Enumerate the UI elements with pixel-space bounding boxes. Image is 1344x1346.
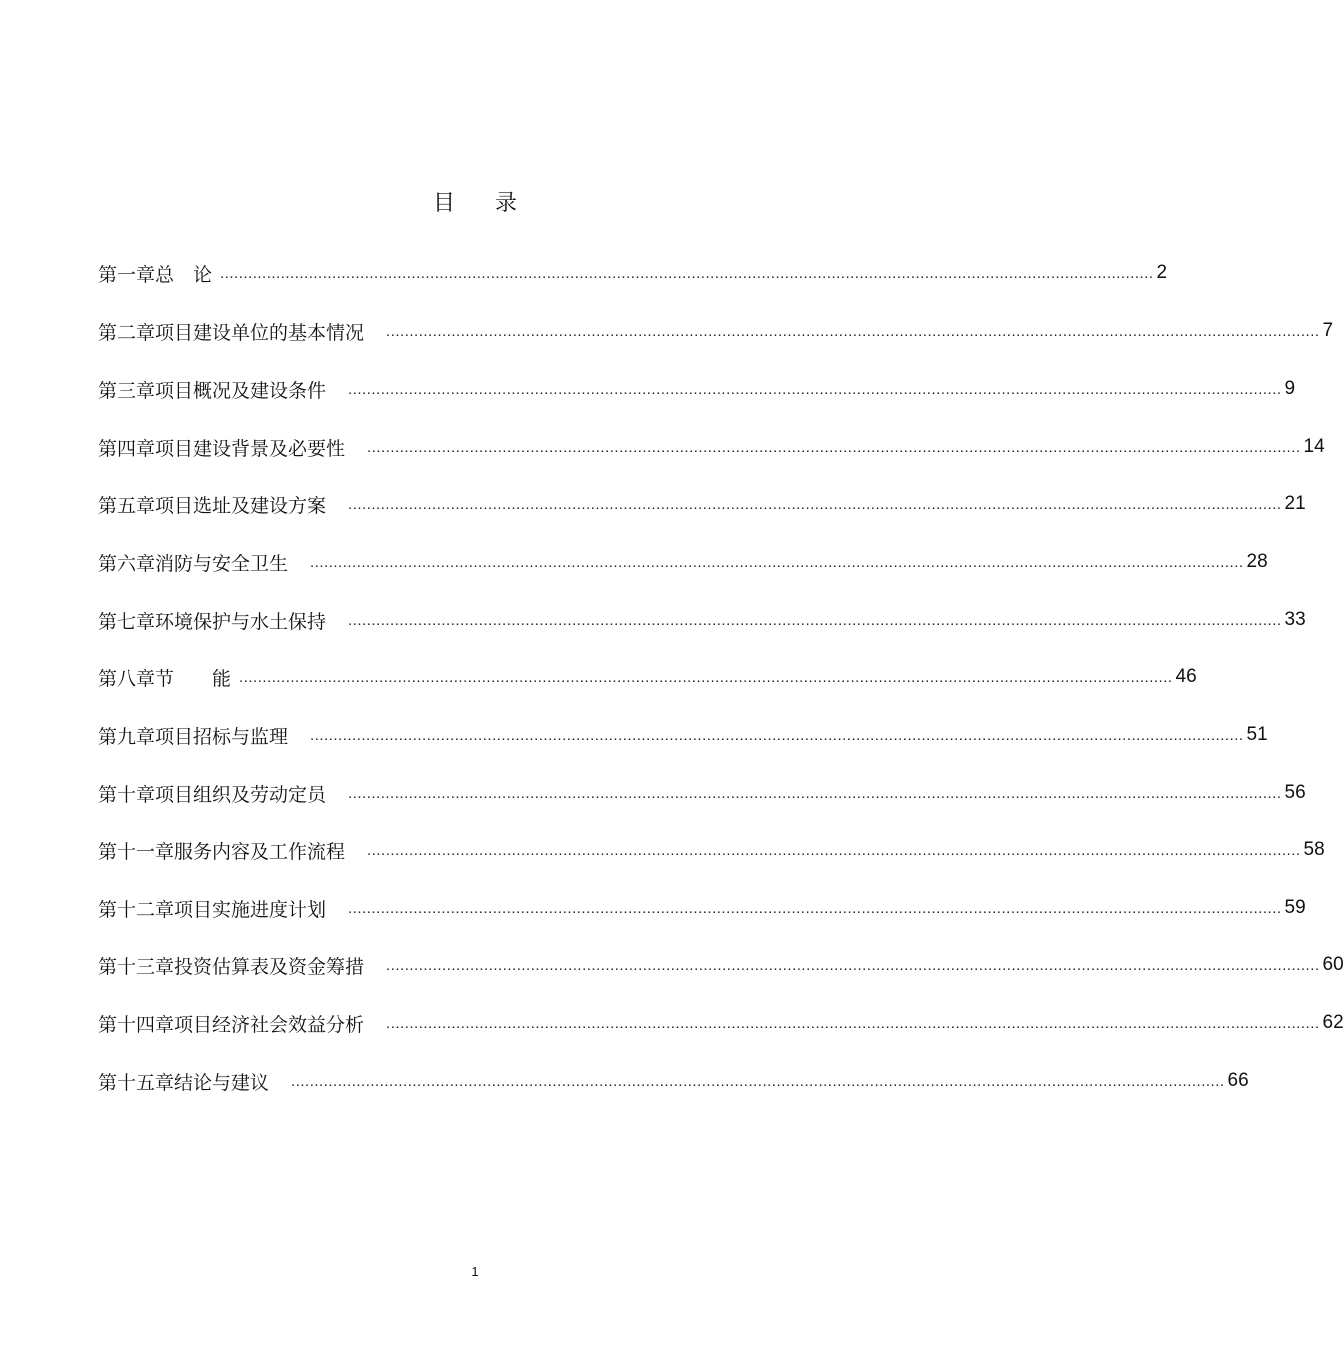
toc-page-number: 58	[1303, 839, 1325, 860]
toc-entry[interactable]	[98, 778, 1306, 808]
toc-chapter-title: 项目实施进度计划	[174, 898, 327, 921]
toc-leader-dots: ........................................................................................................................................................................................................	[348, 495, 1282, 513]
toc-chapter-number: 第七章	[98, 610, 156, 633]
toc-chapter-number: 第三章	[98, 379, 156, 402]
toc-leader-dots: ........................................................................................................................................................................................................	[348, 611, 1282, 629]
toc-chapter-title: 节 能	[155, 667, 232, 690]
toc-page-number: 9	[1284, 378, 1296, 399]
toc-leader-dots: ........................................................................................................................................................................................................	[348, 784, 1282, 802]
toc-entry[interactable]	[98, 605, 1306, 635]
toc-leader-dots: ........................................................................................................................................................................................................	[386, 1014, 1320, 1032]
toc-page-number: 7	[1322, 320, 1334, 341]
toc-chapter-number: 第一章	[98, 263, 156, 286]
toc-page-number: 60	[1322, 954, 1344, 975]
toc-leader-dots: ........................................................................................................................................................................................................	[310, 726, 1244, 744]
toc-entry[interactable]	[98, 835, 1325, 865]
toc-page-number: 51	[1246, 724, 1268, 745]
toc-chapter-title: 结论与建议	[174, 1071, 270, 1094]
toc-entry[interactable]	[98, 893, 1306, 923]
toc-chapter-number: 第十章	[98, 783, 156, 806]
toc-chapter-number: 第十二章	[98, 898, 175, 921]
toc-entry[interactable]	[98, 950, 1344, 980]
toc-leader-dots: ........................................................................................................................................................................................................	[386, 322, 1320, 340]
toc-chapter-title: 投资估算表及资金筹措	[174, 955, 365, 978]
toc-page-number: 56	[1284, 782, 1306, 803]
toc-page-number: 21	[1284, 493, 1306, 514]
toc-page-number: 66	[1227, 1070, 1249, 1091]
toc-leader-dots: ........................................................................................................................................................................................................	[239, 668, 1173, 686]
toc-chapter-title: 项目组织及劳动定员	[155, 783, 327, 806]
toc-chapter-title: 服务内容及工作流程	[174, 840, 346, 863]
toc-entry[interactable]	[98, 1008, 1344, 1038]
toc-chapter-title: 项目建设单位的基本情况	[155, 321, 365, 344]
toc-chapter-title: 项目建设背景及必要性	[155, 437, 346, 460]
toc-chapter-number: 第十三章	[98, 955, 175, 978]
toc-entry[interactable]	[98, 374, 1296, 404]
toc-page-number: 62	[1322, 1012, 1344, 1033]
toc-chapter-number: 第五章	[98, 494, 156, 517]
toc-leader-dots: ........................................................................................................................................................................................................	[291, 1072, 1225, 1090]
toc-entry[interactable]	[98, 662, 1197, 692]
toc-leader-dots: ........................................................................................................................................................................................................	[220, 264, 1154, 282]
toc-entry[interactable]	[98, 1066, 1249, 1096]
toc-chapter-number: 第十五章	[98, 1071, 175, 1094]
toc-chapter-title: 总 论	[155, 263, 213, 286]
toc-entry[interactable]	[98, 720, 1268, 750]
toc-chapter-title: 消防与安全卫生	[155, 552, 289, 575]
toc-page-number: 46	[1175, 666, 1197, 687]
toc-chapter-number: 第九章	[98, 725, 156, 748]
toc-entry[interactable]	[98, 489, 1306, 519]
toc-entry[interactable]	[98, 547, 1268, 577]
toc-leader-dots: ........................................................................................................................................................................................................	[367, 438, 1301, 456]
toc-leader-dots: ........................................................................................................................................................................................................	[348, 380, 1282, 398]
toc-page-number: 14	[1303, 436, 1325, 457]
toc-chapter-title: 项目概况及建设条件	[155, 379, 327, 402]
toc-leader-dots: ........................................................................................................................................................................................................	[310, 553, 1244, 571]
toc-chapter-number: 第八章	[98, 667, 156, 690]
toc-title: 目录	[432, 191, 557, 216]
toc-entry[interactable]	[98, 432, 1325, 462]
toc-chapter-number: 第二章	[98, 321, 156, 344]
toc-leader-dots: ........................................................................................................................................................................................................	[348, 899, 1282, 917]
toc-leader-dots: ........................................................................................................................................................................................................	[367, 841, 1301, 859]
toc-page-number: 2	[1156, 262, 1168, 283]
toc-chapter-title: 项目选址及建设方案	[155, 494, 327, 517]
toc-chapter-number: 第四章	[98, 437, 156, 460]
toc-chapter-number: 第十一章	[98, 840, 175, 863]
toc-chapter-number: 第十四章	[98, 1013, 175, 1036]
toc-entry[interactable]	[98, 258, 1168, 288]
toc-page-number: 59	[1284, 897, 1306, 918]
toc-chapter-title: 项目经济社会效益分析	[174, 1013, 365, 1036]
toc-page-number: 28	[1246, 551, 1268, 572]
toc-entry[interactable]	[98, 316, 1334, 346]
toc-page-number: 33	[1284, 609, 1306, 630]
toc-chapter-number: 第六章	[98, 552, 156, 575]
page-number: 1	[471, 1264, 479, 1279]
toc-chapter-title: 项目招标与监理	[155, 725, 289, 748]
toc-leader-dots: ........................................................................................................................................................................................................	[386, 956, 1320, 974]
toc-chapter-title: 环境保护与水土保持	[155, 610, 327, 633]
